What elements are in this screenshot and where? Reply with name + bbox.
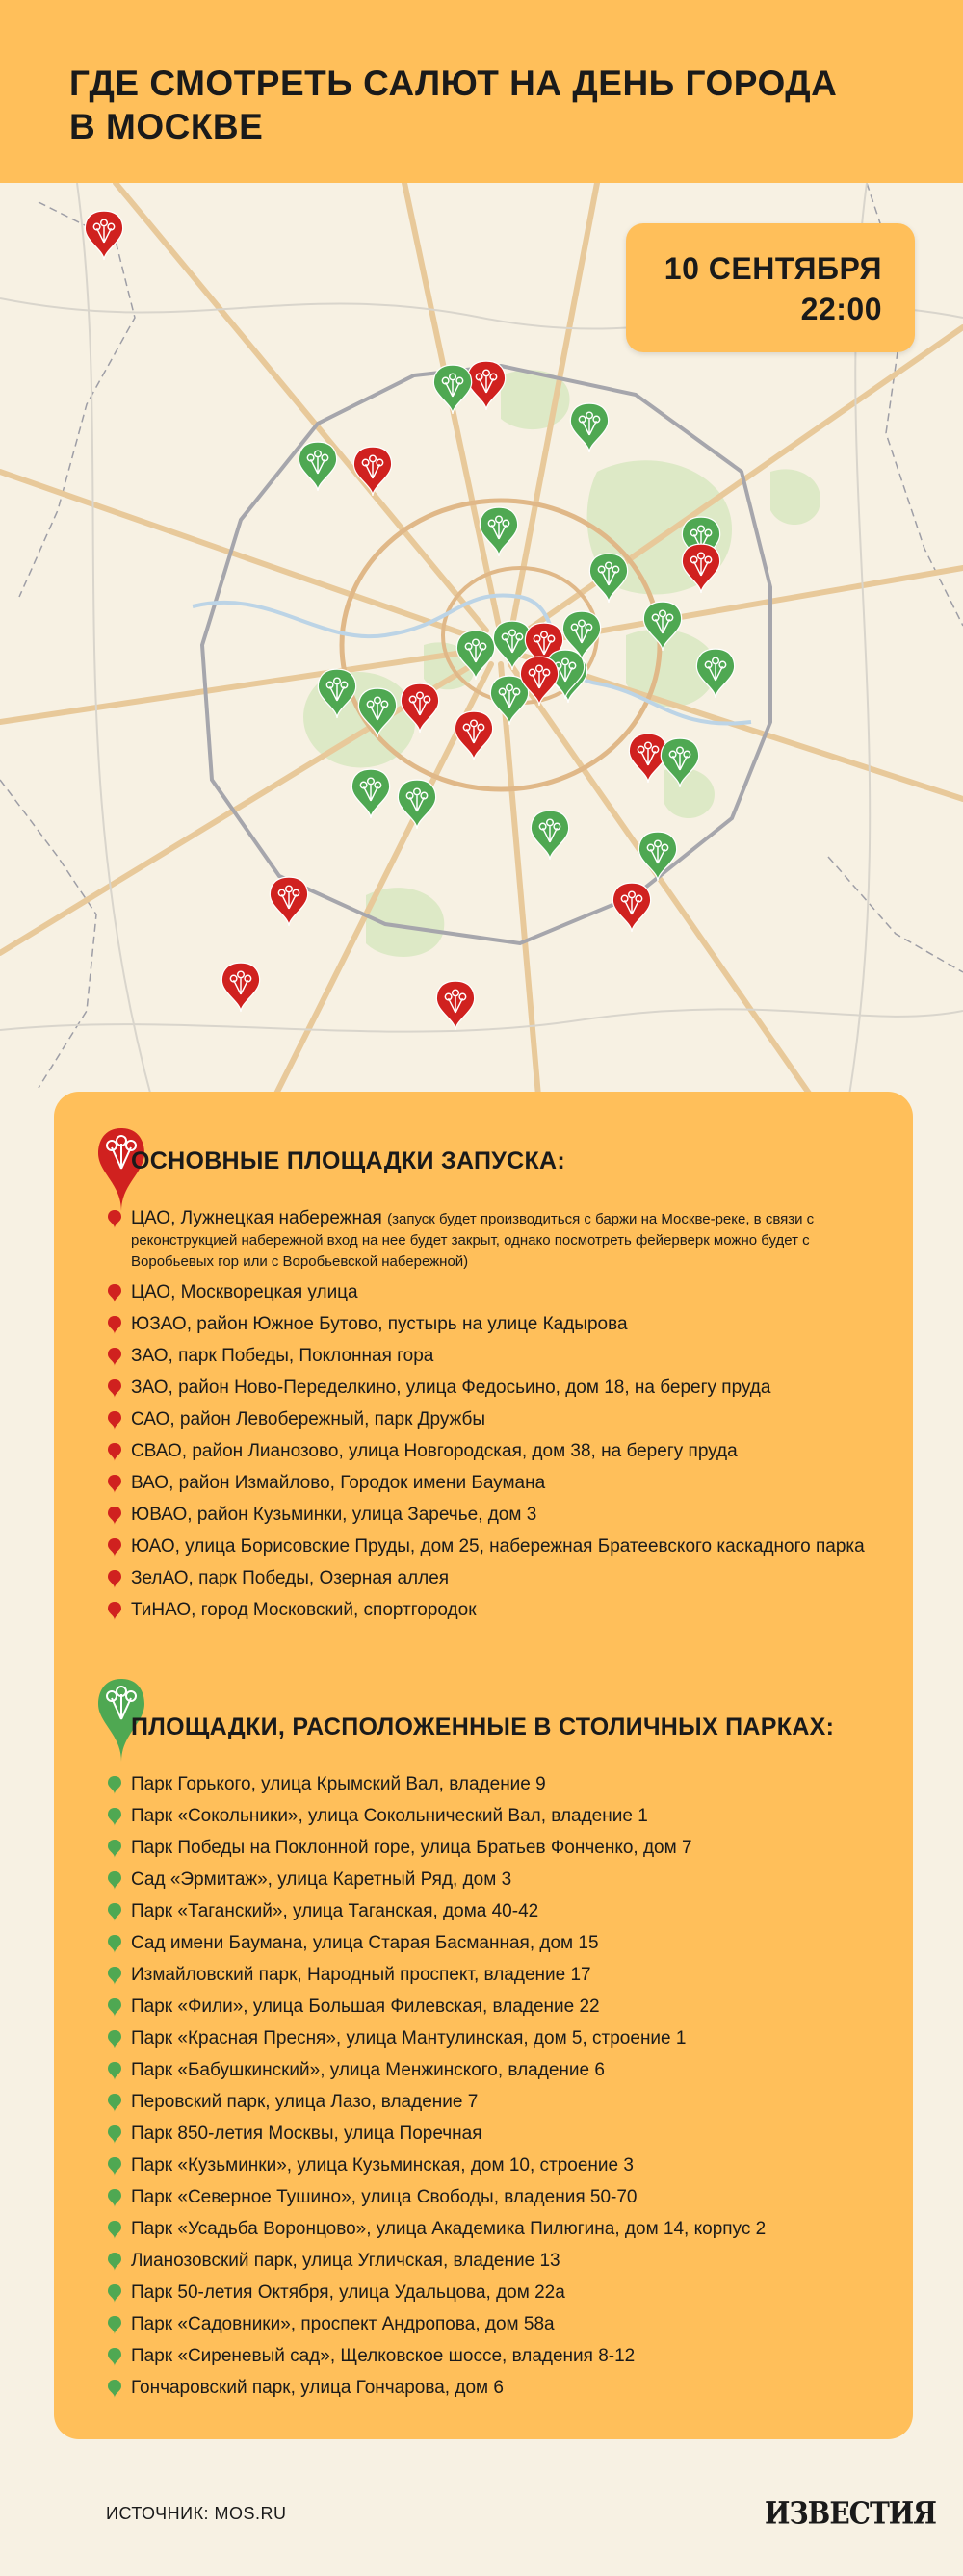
event-date: 10 СЕНТЯБРЯ xyxy=(664,251,882,286)
site-name: Сад имени Баумана, улица Старая Басманная, дом 15 xyxy=(131,1933,599,1953)
green-pin-icon xyxy=(108,1871,121,1890)
site-name: Измайловский парк, Народный проспект, владение 17 xyxy=(131,1965,591,1985)
izvestia-logo: ИЗВЕСТИЯ xyxy=(765,2494,936,2532)
site-name: ТиНАО, город Московский, спортгородок xyxy=(131,1600,477,1620)
green-pin-icon xyxy=(108,1776,121,1794)
site-name: ЗАО, район Ново-Переделкино, улица Федосьино, дом 18, на берегу пруда xyxy=(131,1378,771,1398)
list-item xyxy=(108,1536,888,1558)
green-pin-icon xyxy=(108,2221,121,2239)
green-pin-icon xyxy=(108,2253,121,2271)
site-name: Парк «Сиреневый сад», Щелковское шоссе, владения 8-12 xyxy=(131,2346,636,2366)
green-pin-icon xyxy=(108,2348,121,2366)
list-item xyxy=(108,1838,888,1859)
site-name: Парк «Бабушкинский», улица Менжинского, владение 6 xyxy=(131,2060,605,2080)
site-name: ЮВАО, район Кузьминки, улица Заречье, дом 3 xyxy=(131,1505,537,1525)
page-title: ГДЕ СМОТРЕТЬ САЛЮТ НА ДЕНЬ ГОРОДА В МОСКВЕ xyxy=(69,64,838,146)
red-pin-icon xyxy=(108,1507,121,1525)
list-item xyxy=(108,1282,888,1303)
list-item xyxy=(108,2060,888,2081)
red-pin-icon xyxy=(108,1210,121,1228)
site-name: Парк «Северное Тушино», улица Свободы, владения 50-70 xyxy=(131,2187,638,2207)
green-pin-icon xyxy=(108,2030,121,2048)
list-item xyxy=(108,1869,888,1891)
list-item xyxy=(108,1965,888,1986)
site-name: Парк «Таганский», улица Таганская, дома 40-42 xyxy=(131,1901,539,1921)
green-pin-icon xyxy=(108,1840,121,1858)
green-pin-icon xyxy=(108,2157,121,2176)
site-name: Парк «Кузьминки», улица Кузьминская, дом 10, строение 3 xyxy=(131,2155,634,2176)
list-item xyxy=(108,1933,888,1954)
parks-heading: ПЛОЩАДКИ, РАСПОЛОЖЕННЫЕ В СТОЛИЧНЫХ ПАРКАХ: xyxy=(131,1713,835,1740)
green-pin-icon xyxy=(108,1998,121,2017)
red-pin-icon xyxy=(108,1538,121,1557)
site-name: Парк Горького, улица Крымский Вал, владение 9 xyxy=(131,1774,546,1794)
list-item xyxy=(108,1473,888,1494)
list-item xyxy=(108,1806,888,1827)
site-name: ЦАО, Москворецкая улица xyxy=(131,1282,358,1302)
site-name: ЮАО, улица Борисовские Пруды, дом 25, набережная Братеевского каскадного парка xyxy=(131,1536,865,1557)
list-item xyxy=(108,2155,888,2177)
main-sites-heading: ОСНОВНЫЕ ПЛОЩАДКИ ЗАПУСКА: xyxy=(131,1147,566,1174)
site-name: ВАО, район Измайлово, Городок имени Баумана xyxy=(131,1473,546,1493)
site-name: ЗАО, парк Победы, Поклонная гора xyxy=(131,1346,434,1366)
green-pin-icon xyxy=(108,1808,121,1826)
date-box xyxy=(626,223,915,352)
site-name: Парк 850-летия Москвы, улица Поречная xyxy=(131,2124,482,2144)
list-item xyxy=(108,1996,888,2018)
site-name: Парк «Сокольники», улица Сокольнический Вал, владение 1 xyxy=(131,1806,648,1826)
list-item xyxy=(108,1346,888,1367)
list-item xyxy=(108,1409,888,1430)
site-name: Парк 50-летия Октября, улица Удальцова, дом 22а xyxy=(131,2282,565,2303)
list-item xyxy=(108,1378,888,1399)
green-pin-icon xyxy=(108,2094,121,2112)
list-item xyxy=(108,2124,888,2145)
list-item xyxy=(108,1441,888,1462)
site-name: Парк «Фили», улица Большая Филевская, владение 22 xyxy=(131,1996,600,2017)
list-item xyxy=(108,2251,888,2272)
site-note: (запуск будет производиться с баржи на Москве-реке, в связи с реконструкцией набережной вход на нее будет закрыт, однако посмотреть фейерверк можно будет с Воробьевых гор или с Воробьевской набережной) xyxy=(131,1211,815,1270)
list-item xyxy=(108,2378,888,2399)
list-item xyxy=(108,2219,888,2240)
green-pin-icon xyxy=(108,2189,121,2207)
red-pin-icon xyxy=(108,1602,121,1620)
green-pin-icon xyxy=(108,1935,121,1953)
green-pin-icon xyxy=(108,2284,121,2303)
site-name: Парк «Красная Пресня», улица Мантулинская, дом 5, строение 1 xyxy=(131,2028,687,2048)
green-pin-icon xyxy=(108,1903,121,1921)
red-pin-icon xyxy=(108,1348,121,1366)
list-item xyxy=(108,1314,888,1335)
list-item xyxy=(108,2346,888,2367)
red-pin-icon xyxy=(108,1475,121,1493)
main-sites-list xyxy=(108,1208,888,1632)
list-item xyxy=(108,1774,888,1795)
site-name: Парк «Садовники», проспект Андропова, дом 58а xyxy=(131,2314,555,2334)
red-pin-icon xyxy=(108,1316,121,1334)
green-pin-icon xyxy=(108,2380,121,2398)
site-name: Лианозовский парк, улица Угличская, владение 13 xyxy=(131,2251,560,2271)
list-item xyxy=(108,2092,888,2113)
event-time: 22:00 xyxy=(800,292,882,326)
site-name: ЮЗАО, район Южное Бутово, пустырь на улице Кадырова xyxy=(131,1314,628,1334)
red-pin-icon xyxy=(108,1379,121,1398)
list-item xyxy=(108,2282,888,2304)
parks-list xyxy=(108,1774,888,2409)
green-pin-icon xyxy=(108,2125,121,2144)
source-label: ИСТОЧНИК: MOS.RU xyxy=(106,2504,287,2523)
red-pin-icon xyxy=(108,1443,121,1461)
site-name: Парк «Усадьба Воронцово», улица Академика Пилюгина, дом 14, корпус 2 xyxy=(131,2219,767,2239)
green-pin-icon xyxy=(108,1967,121,1985)
site-name: ЦАО, Лужнецкая набережная xyxy=(131,1208,382,1228)
list-item xyxy=(108,1568,888,1589)
site-name: ЗелАО, парк Победы, Озерная аллея xyxy=(131,1568,450,1588)
site-name: Парк Победы на Поклонной горе, улица Братьев Фонченко, дом 7 xyxy=(131,1838,692,1858)
green-pin-icon xyxy=(108,2316,121,2334)
site-name: Гончаровский парк, улица Гончарова, дом 6 xyxy=(131,2378,504,2398)
red-pin-icon xyxy=(108,1284,121,1302)
site-name: САО, район Левобережный, парк Дружбы xyxy=(131,1409,486,1430)
site-name: СВАО, район Лианозово, улица Новгородская, дом 38, на берегу пруда xyxy=(131,1441,738,1461)
list-item xyxy=(108,1901,888,1922)
list-item xyxy=(108,1600,888,1621)
list-item xyxy=(108,1505,888,1526)
red-pin-icon xyxy=(108,1570,121,1588)
list-item xyxy=(108,1208,888,1272)
header-banner xyxy=(0,0,963,183)
list-item xyxy=(108,2314,888,2335)
site-name: Перовский парк, улица Лазо, владение 7 xyxy=(131,2092,479,2112)
green-pin-icon xyxy=(108,2062,121,2080)
list-item xyxy=(108,2187,888,2208)
list-item xyxy=(108,2028,888,2049)
red-pin-icon xyxy=(108,1411,121,1430)
site-name: Сад «Эрмитаж», улица Каретный Ряд, дом 3 xyxy=(131,1869,512,1890)
